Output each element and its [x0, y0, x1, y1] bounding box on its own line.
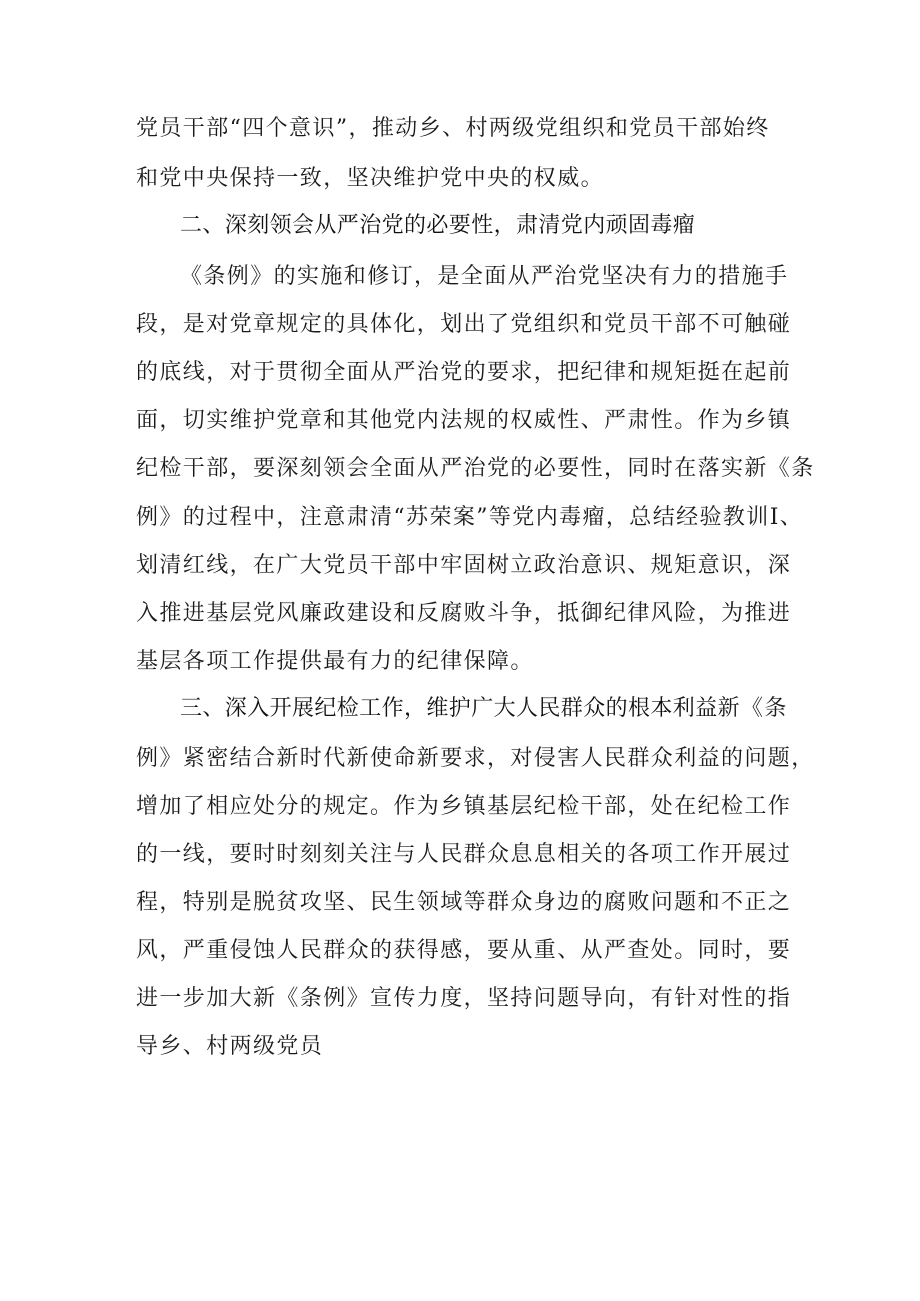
intro-line-1: 党员干部“四个意识”，推动乡、村两级党组织和党员干部始终 [136, 116, 770, 141]
section2-heading: 二、深刻领会从严治党的必要性，肃清党内顽固毒瘤 [180, 213, 696, 238]
section3-line-6: 进一步加大新《条例》宣传力度，坚持问题导向，有针对性的指 [136, 986, 792, 1011]
section2-line-9: 基层各项工作提供最有力的纪律保障。 [136, 649, 534, 674]
section2-line-8: 入推进基层党风廉政建设和反腐败斗争，抵御纪律风险，为推进 [136, 601, 792, 626]
section3-line-7: 导乡、村两级党员 [136, 1034, 324, 1059]
intro-line-2: 和党中央保持一致，坚决维护党中央的权威。 [136, 166, 605, 191]
section3-line-5: 风，严重侵蚀人民群众的获得感，要从重、从严查处。同时，要 [136, 938, 792, 963]
section2-line-5: 纪检干部，要深刻领会全面从严治党的必要性，同时在落实新《条 [136, 456, 815, 481]
section2-line-7: 划清红线，在广大党员干部中牢固树立政治意识、规矩意识，深 [136, 553, 792, 578]
section3-heading-tail: 新《条 [717, 696, 788, 721]
section3-line-4: 程，特别是脱贫攻坚、民生领域等群众身边的腐败问题和不正之 [136, 890, 792, 915]
section2-line-6: 例》的过程中，注意肃清“苏荣案”等党内毒瘤，总结经验教训I、 [136, 505, 804, 530]
section3-line-2: 增加了相应处分的规定。作为乡镇基层纪检干部，处在纪检工作 [136, 794, 792, 819]
section3-heading: 三、深入开展纪检工作，维护广大人民群众的根本利益 [180, 696, 718, 721]
section2-line-4: 面，切实维护党章和其他党内法规的权威性、严肃性。作为乡镇 [136, 408, 792, 433]
section3-line-1: 例》紧密结合新时代新使命新要求，对侵害人民群众利益的问题， [136, 746, 815, 771]
section2-line-1: 《条例》的实施和修订，是全面从严治党坚决有力的措施手 [180, 264, 789, 289]
section3-line-3: 的一线，要时时刻刻关注与人民群众息息相关的各项工作开展过 [136, 842, 792, 867]
section2-line-2: 段，是对党章规定的具体化，划出了党组织和党员干部不可触碰 [136, 312, 792, 337]
section3-heading-row [180, 694, 788, 724]
section2-line-3: 的底线，对于贯彻全面从严治党的要求，把纪律和规矩挺在起前 [136, 360, 792, 385]
